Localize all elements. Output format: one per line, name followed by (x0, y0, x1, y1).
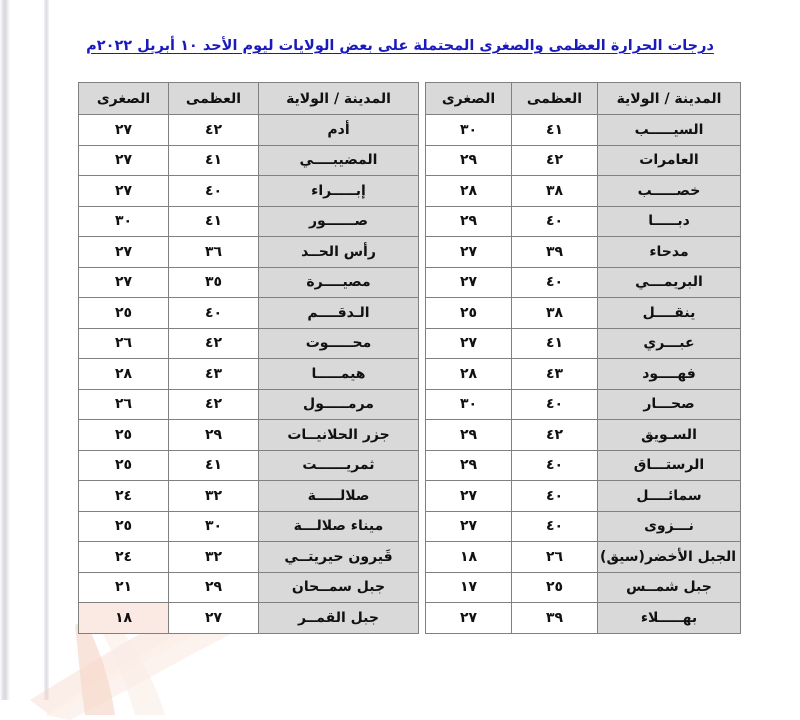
cell-max-temperature: ٣٠ (169, 511, 259, 542)
table-header-row (79, 83, 419, 115)
table-row (79, 298, 419, 329)
cell-min-temperature: ٢٥ (79, 450, 169, 481)
table-row (79, 603, 419, 634)
table-row (79, 267, 419, 298)
cell-max-temperature: ٣٨ (512, 176, 598, 207)
cell-city: هيمـــــا (259, 359, 419, 390)
cell-city: أدم (259, 115, 419, 146)
cell-max-temperature: ٤٠ (512, 481, 598, 512)
cell-city: مصيــــرة (259, 267, 419, 298)
cell-city: سمائــــل (598, 481, 741, 512)
cell-max-temperature: ٤٠ (512, 511, 598, 542)
cell-max-temperature: ٤٠ (512, 389, 598, 420)
cell-city: ثمريــــــت (259, 450, 419, 481)
cell-max-temperature: ٣٩ (512, 237, 598, 268)
table-row (79, 542, 419, 573)
cell-city: جبل القمــر (259, 603, 419, 634)
cell-min-temperature: ٢٩ (426, 145, 512, 176)
table-row (426, 542, 741, 573)
cell-min-temperature: ٢٦ (79, 389, 169, 420)
table-row (79, 237, 419, 268)
cell-max-temperature: ٣٢ (169, 481, 259, 512)
table-row (426, 450, 741, 481)
table-row (426, 115, 741, 146)
cell-max-temperature: ٢٦ (512, 542, 598, 573)
cell-city: جبل سمــحان (259, 572, 419, 603)
cell-max-temperature: ٤١ (512, 328, 598, 359)
column-header-min: الصغرى (426, 83, 512, 115)
cell-max-temperature: ٣٥ (169, 267, 259, 298)
table-body-right (426, 115, 741, 634)
table-row (426, 481, 741, 512)
cell-min-temperature: ٢٥ (79, 511, 169, 542)
cell-min-temperature: ٢٧ (426, 237, 512, 268)
temperature-table-right (425, 82, 741, 634)
column-header-max: العظمى (169, 83, 259, 115)
table-row (79, 420, 419, 451)
cell-min-temperature: ٢٧ (79, 176, 169, 207)
cell-max-temperature: ٤٠ (512, 267, 598, 298)
cell-city: صحـــار (598, 389, 741, 420)
cell-min-temperature: ١٨ (79, 603, 169, 634)
cell-min-temperature: ١٧ (426, 572, 512, 603)
cell-max-temperature: ٤١ (512, 115, 598, 146)
cell-city: الجبل الأخضر(سيق) (598, 542, 741, 573)
table-row (79, 481, 419, 512)
table-header-right (426, 83, 741, 115)
cell-max-temperature: ٢٥ (512, 572, 598, 603)
cell-min-temperature: ٢٦ (79, 328, 169, 359)
table-row (426, 298, 741, 329)
table-row (426, 237, 741, 268)
cell-city: قَيرون حيريتــي (259, 542, 419, 573)
cell-max-temperature: ٤١ (169, 145, 259, 176)
cell-city: محـــــوت (259, 328, 419, 359)
cell-max-temperature: ٣٢ (169, 542, 259, 573)
cell-city: جبل شمــس (598, 572, 741, 603)
table-row (426, 420, 741, 451)
cell-min-temperature: ٣٠ (426, 115, 512, 146)
cell-min-temperature: ٢٧ (79, 237, 169, 268)
table-body-left (79, 115, 419, 634)
cell-city: جزر الحلانيــات (259, 420, 419, 451)
table-row (426, 359, 741, 390)
cell-min-temperature: ٢١ (79, 572, 169, 603)
cell-max-temperature: ٢٧ (169, 603, 259, 634)
cell-min-temperature: ٢٨ (426, 176, 512, 207)
column-header-city: المدينة / الولاية (598, 83, 741, 115)
cell-min-temperature: ٢٨ (79, 359, 169, 390)
cell-min-temperature: ٢٧ (79, 145, 169, 176)
table-row (79, 176, 419, 207)
cell-city: خصـــــب (598, 176, 741, 207)
cell-min-temperature: ٢٧ (426, 267, 512, 298)
cell-min-temperature: ٢٧ (426, 511, 512, 542)
cell-max-temperature: ٤٢ (169, 115, 259, 146)
table-row (426, 328, 741, 359)
cell-max-temperature: ٤٠ (169, 298, 259, 329)
cell-min-temperature: ٢٩ (426, 450, 512, 481)
table-row (79, 145, 419, 176)
table-row (426, 267, 741, 298)
cell-max-temperature: ٤١ (169, 450, 259, 481)
page-title: درجات الحرارة العظمى والصغرى المحتملة على بعض الولايات ليوم الأحد ١٠ أبريل ٢٠٢٢م (86, 38, 714, 54)
table-row (79, 359, 419, 390)
cell-city: رأس الحــد (259, 237, 419, 268)
table-row (426, 572, 741, 603)
cell-min-temperature: ٢٤ (79, 542, 169, 573)
cell-city: عبـــري (598, 328, 741, 359)
cell-max-temperature: ٤٢ (169, 389, 259, 420)
table-header-row (426, 83, 741, 115)
cell-max-temperature: ٣٦ (169, 237, 259, 268)
cell-city: ميناء صلالـــة (259, 511, 419, 542)
table-row (79, 115, 419, 146)
cell-city: صــــــور (259, 206, 419, 237)
cell-max-temperature: ٣٩ (512, 603, 598, 634)
cell-city: الـدقــــم (259, 298, 419, 329)
cell-min-temperature: ٢٧ (426, 481, 512, 512)
cell-min-temperature: ٣٠ (79, 206, 169, 237)
cell-min-temperature: ٢٧ (79, 115, 169, 146)
cell-min-temperature: ٢٩ (426, 206, 512, 237)
cell-min-temperature: ٢٨ (426, 359, 512, 390)
cell-min-temperature: ١٨ (426, 542, 512, 573)
cell-max-temperature: ٢٩ (169, 420, 259, 451)
cell-min-temperature: ٢٥ (79, 420, 169, 451)
cell-max-temperature: ٤١ (169, 206, 259, 237)
cell-min-temperature: ٣٠ (426, 389, 512, 420)
cell-city: السيـــــب (598, 115, 741, 146)
cell-min-temperature: ٢٥ (426, 298, 512, 329)
cell-city: السـويق (598, 420, 741, 451)
temperature-table-left (78, 82, 419, 634)
cell-max-temperature: ٤٠ (169, 176, 259, 207)
table-row (426, 603, 741, 634)
cell-min-temperature: ٢٥ (79, 298, 169, 329)
cell-max-temperature: ٣٨ (512, 298, 598, 329)
table-row (426, 145, 741, 176)
cell-min-temperature: ٢٩ (426, 420, 512, 451)
cell-min-temperature: ٢٧ (79, 267, 169, 298)
cell-city: البريمـــي (598, 267, 741, 298)
cell-max-temperature: ٤٣ (512, 359, 598, 390)
cell-city: نـــزوى (598, 511, 741, 542)
cell-min-temperature: ٢٧ (426, 328, 512, 359)
cell-city: المضيبــــي (259, 145, 419, 176)
cell-city: صلالـــــة (259, 481, 419, 512)
cell-max-temperature: ٤٢ (169, 328, 259, 359)
cell-max-temperature: ٢٩ (169, 572, 259, 603)
table-row (426, 176, 741, 207)
cell-max-temperature: ٤٣ (169, 359, 259, 390)
table-row (79, 572, 419, 603)
cell-city: العامرات (598, 145, 741, 176)
cell-city: الرستـــاق (598, 450, 741, 481)
table-row (426, 389, 741, 420)
cell-max-temperature: ٤٠ (512, 206, 598, 237)
table-row (79, 206, 419, 237)
cell-max-temperature: ٤٢ (512, 420, 598, 451)
table-row (426, 206, 741, 237)
table-row (79, 389, 419, 420)
table-row (79, 450, 419, 481)
table-header-left (79, 83, 419, 115)
cell-min-temperature: ٢٤ (79, 481, 169, 512)
cell-city: فهــــود (598, 359, 741, 390)
column-header-max: العظمى (512, 83, 598, 115)
cell-max-temperature: ٤٠ (512, 450, 598, 481)
column-header-min: الصغرى (79, 83, 169, 115)
table-row (79, 328, 419, 359)
cell-city: مرمـــــول (259, 389, 419, 420)
table-row (79, 511, 419, 542)
cell-max-temperature: ٤٢ (512, 145, 598, 176)
cell-city: مدحاء (598, 237, 741, 268)
cell-city: بهـــــلاء (598, 603, 741, 634)
column-header-city: المدينة / الولاية (259, 83, 419, 115)
cell-city: ينقــــل (598, 298, 741, 329)
cell-city: دبـــــا (598, 206, 741, 237)
cell-city: إبـــــراء (259, 176, 419, 207)
table-row (426, 511, 741, 542)
cell-min-temperature: ٢٧ (426, 603, 512, 634)
